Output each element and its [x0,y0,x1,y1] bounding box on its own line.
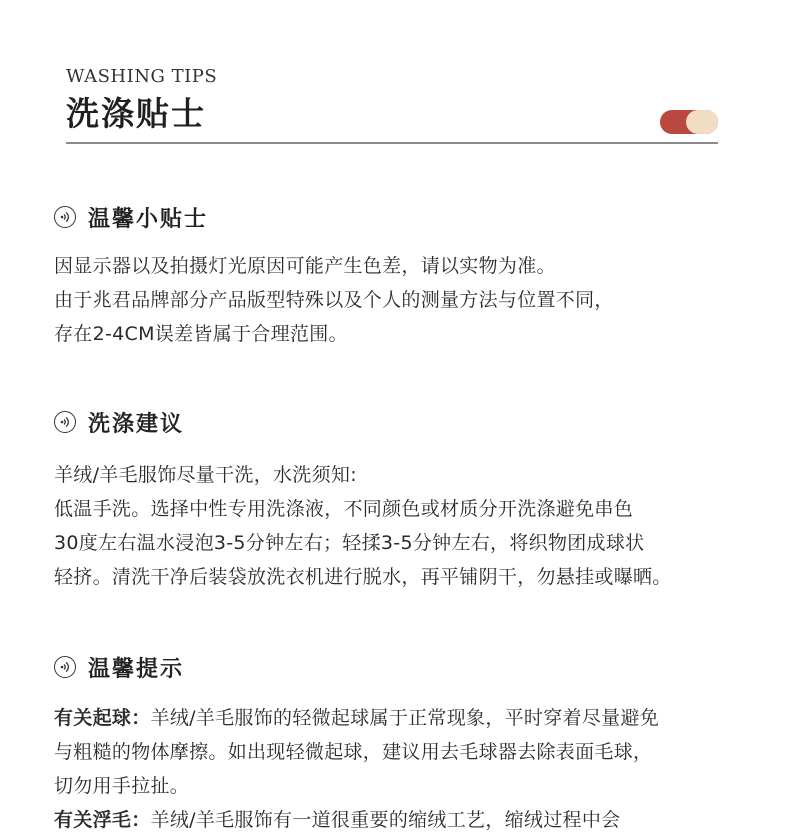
section-tips [54,197,754,351]
body-line: 羊绒/羊毛服饰尽量干洗，水洗须知: [54,464,357,486]
page-title: 洗涤贴士 [66,94,206,133]
header-divider [66,142,718,144]
section-heading [54,197,754,237]
item-label: 有关浮毛： [54,809,151,831]
body-line: 与粗糙的物体摩擦。如出现轻微起球，建议用去毛球器去除表面毛球， [54,741,653,763]
decorative-toggle [660,110,720,136]
sound-wave-icon [54,411,76,433]
sound-wave-icon [54,206,76,228]
section-title: 洗涤建议 [88,411,185,437]
page-header [66,66,718,136]
toggle-knob [686,110,718,134]
section-title: 温馨提示 [88,656,185,682]
section-title: 温馨小贴士 [88,206,209,232]
section-heading [54,647,754,687]
section-body [54,458,754,594]
section-heading [54,402,754,442]
body-line: 轻挤。清洗干净后装袋放洗衣机进行脱水，再平铺阴干，勿悬挂或曝晒。 [54,566,672,588]
english-title: WASHING TIPS [66,66,218,87]
item-text: 羊绒/羊毛服饰有一道很重要的缩绒工艺，缩绒过程中会 [150,809,621,831]
section-body [54,701,754,837]
body-line: 低温手洗。选择中性专用洗涤液，不同颜色或材质分开洗涤避免串色 [54,498,634,520]
sound-wave-icon [54,656,76,678]
body-line: 因显示器以及拍摄灯光原因可能产生色差，请以实物为准。 [54,255,556,277]
body-line [54,701,754,735]
section-body [54,249,754,351]
section-washing-advice [54,402,754,594]
item-text: 羊绒/羊毛服饰的轻微起球属于正常现象，平时穿着尽量避免 [150,707,660,729]
item-label: 有关起球： [54,707,151,729]
body-line [54,803,754,837]
body-line: 由于兆君品牌部分产品版型特殊以及个人的测量方法与位置不同， [54,289,614,311]
section-reminder [54,647,754,837]
body-line: 存在2-4CM误差皆属于合理范围。 [54,323,348,345]
body-line: 切勿用手拉扯。 [54,775,190,797]
body-line: 30度左右温水浸泡3-5分钟左右；轻揉3-5分钟左右，将织物团成球状 [54,532,645,554]
